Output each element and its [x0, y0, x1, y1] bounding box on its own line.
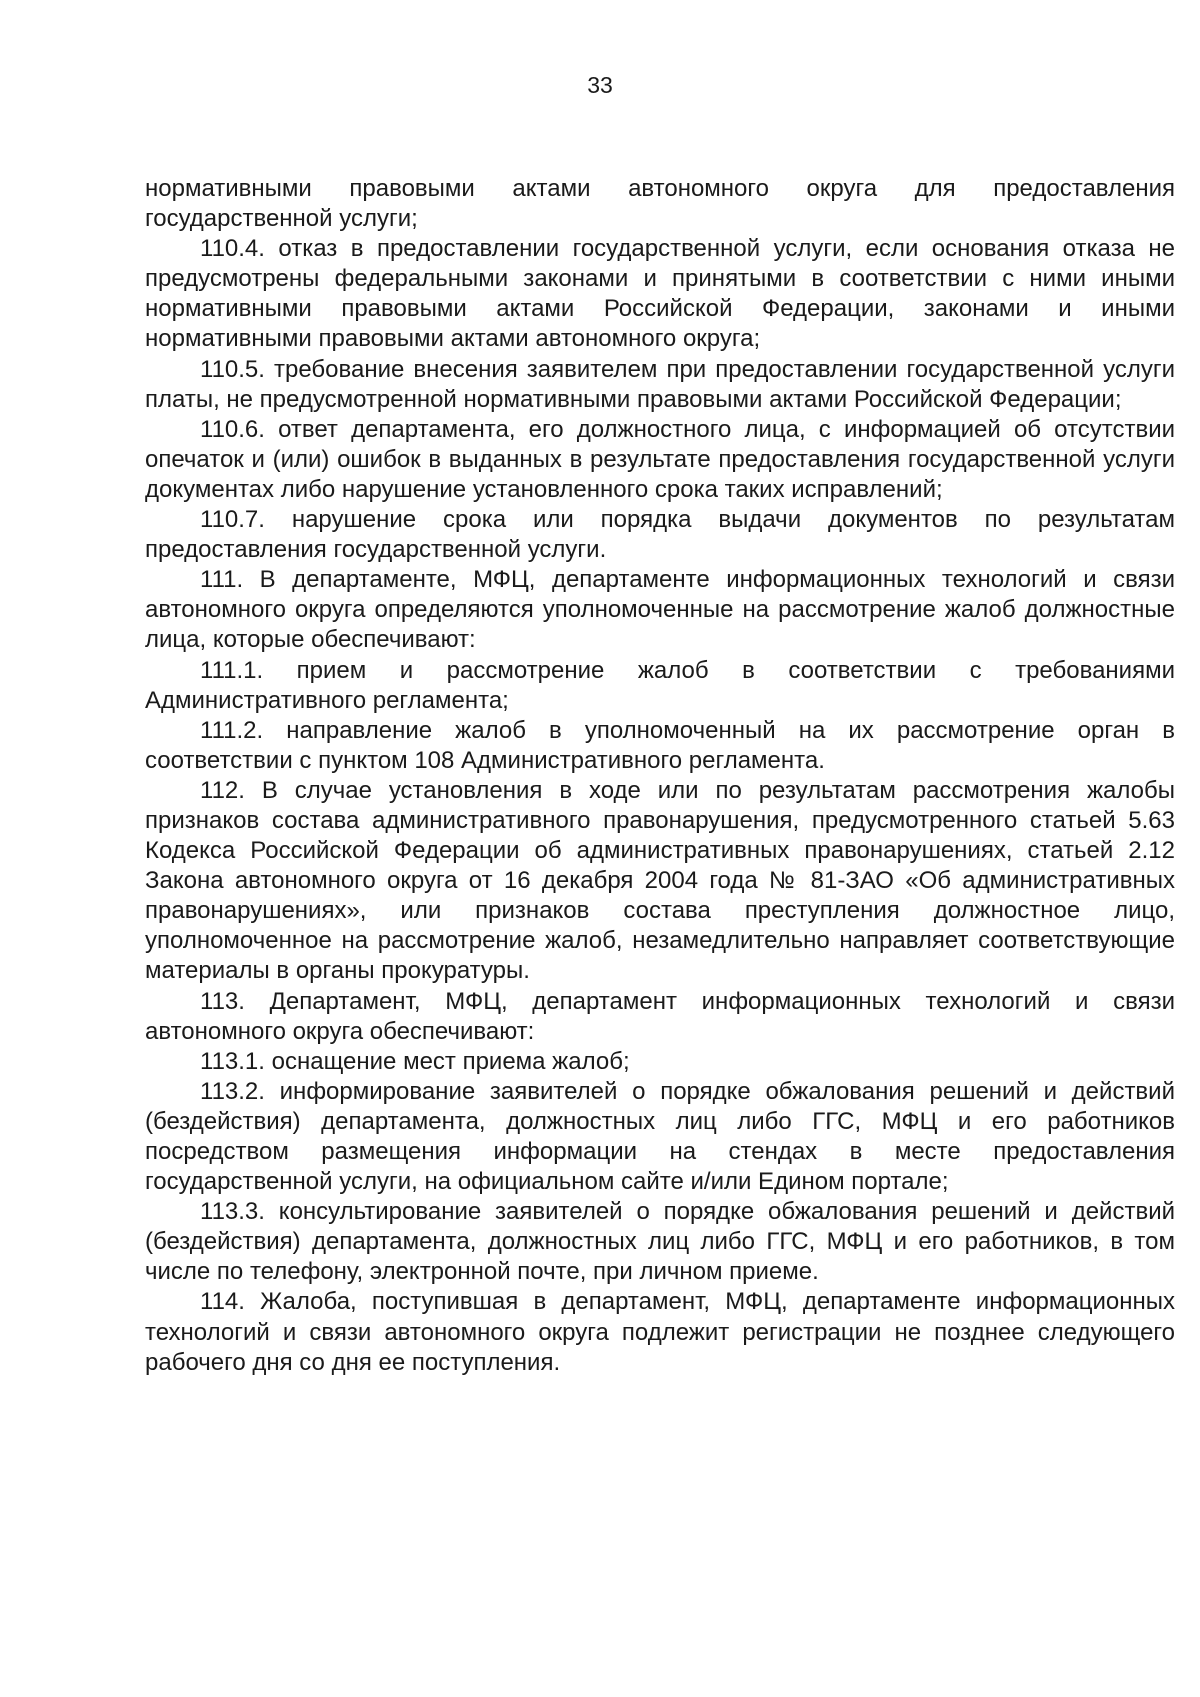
paragraph: 113.2. информирование заявителей о порядке обжалования решений и действий (бездействия) департамента, должностных лиц либо ГГС, МФЦ и его работников посредством размещения информации на стендах в месте предоставления государственной услуги, на официальном сайте и/или Едином портале; [145, 1077, 1175, 1196]
paragraph: 110.5. требование внесения заявителем при предоставлении государственной услуги платы, не предусмотренной нормативными правовыми актами Российской Федерации; [145, 355, 1175, 413]
paragraph: нормативными правовыми актами автономного округа для предоставления государственной услуги; [145, 175, 1175, 233]
paragraph: 113.3. консультирование заявителей о порядке обжалования решений и действий (бездействия) департамента, должностных лиц либо ГГС, МФЦ и его работников, в том числе по телефону, электронной почте, при личном приеме. [145, 1198, 1175, 1286]
paragraph: 113.1. оснащение мест приема жалоб; [200, 1047, 630, 1075]
paragraph: 113. Департамент, МФЦ, департамент информационных технологий и связи автономного округа обеспечивают: [145, 987, 1175, 1045]
paragraph: 111. В департаменте, МФЦ, департаменте информационных технологий и связи автономного округа определяются уполномоченные на рассмотрение жалоб должностные лица, которые обеспечивают: [145, 566, 1175, 654]
paragraph: 110.6. ответ департамента, его должностного лица, с информацией об отсутствии опечаток и (или) ошибок в выданных в результате предоставления государственной услуги документах либо нарушение установленного срока таких исправлений; [145, 415, 1175, 503]
paragraph: 111.1. прием и рассмотрение жалоб в соответствии с требованиями Административного регламента; [145, 656, 1175, 714]
paragraph: 114. Жалоба, поступившая в департамент, МФЦ, департаменте информационных технологий и связи автономного округа подлежит регистрации не позднее следующего рабочего дня со дня ее поступления. [145, 1288, 1175, 1376]
paragraph: 112. В случае установления в ходе или по результатам рассмотрения жалобы признаков состава административного правонарушения, предусмотренного статьей 5.63 Кодекса Российской Федерации об административных правонарушениях, статьей 2.12 Закона автономного округа от 16 декабря 2004 года № 81-ЗАО «Об административных правонарушениях», или признаков состава преступления должностное лицо, уполномоченное на рассмотрение жалоб, незамедлительно направляет соответствующие материалы в органы прокуратуры. [145, 776, 1175, 985]
page-number: 33 [587, 72, 613, 98]
paragraph: 110.4. отказ в предоставлении государственной услуги, если основания отказа не предусмотрены федеральными законами и принятыми в соответствии с ними иными нормативными правовыми актами Российской Федерации, законами и иными нормативными правовыми актами автономного округа; [145, 235, 1175, 353]
document-body [145, 174, 1175, 1378]
paragraph: 110.7. нарушение срока или порядка выдачи документов по результатам предоставления государственной услуги. [145, 506, 1175, 564]
paragraph: 111.2. направление жалоб в уполномоченный на их рассмотрение орган в соответствии с пунктом 108 Административного регламента. [145, 716, 1175, 774]
